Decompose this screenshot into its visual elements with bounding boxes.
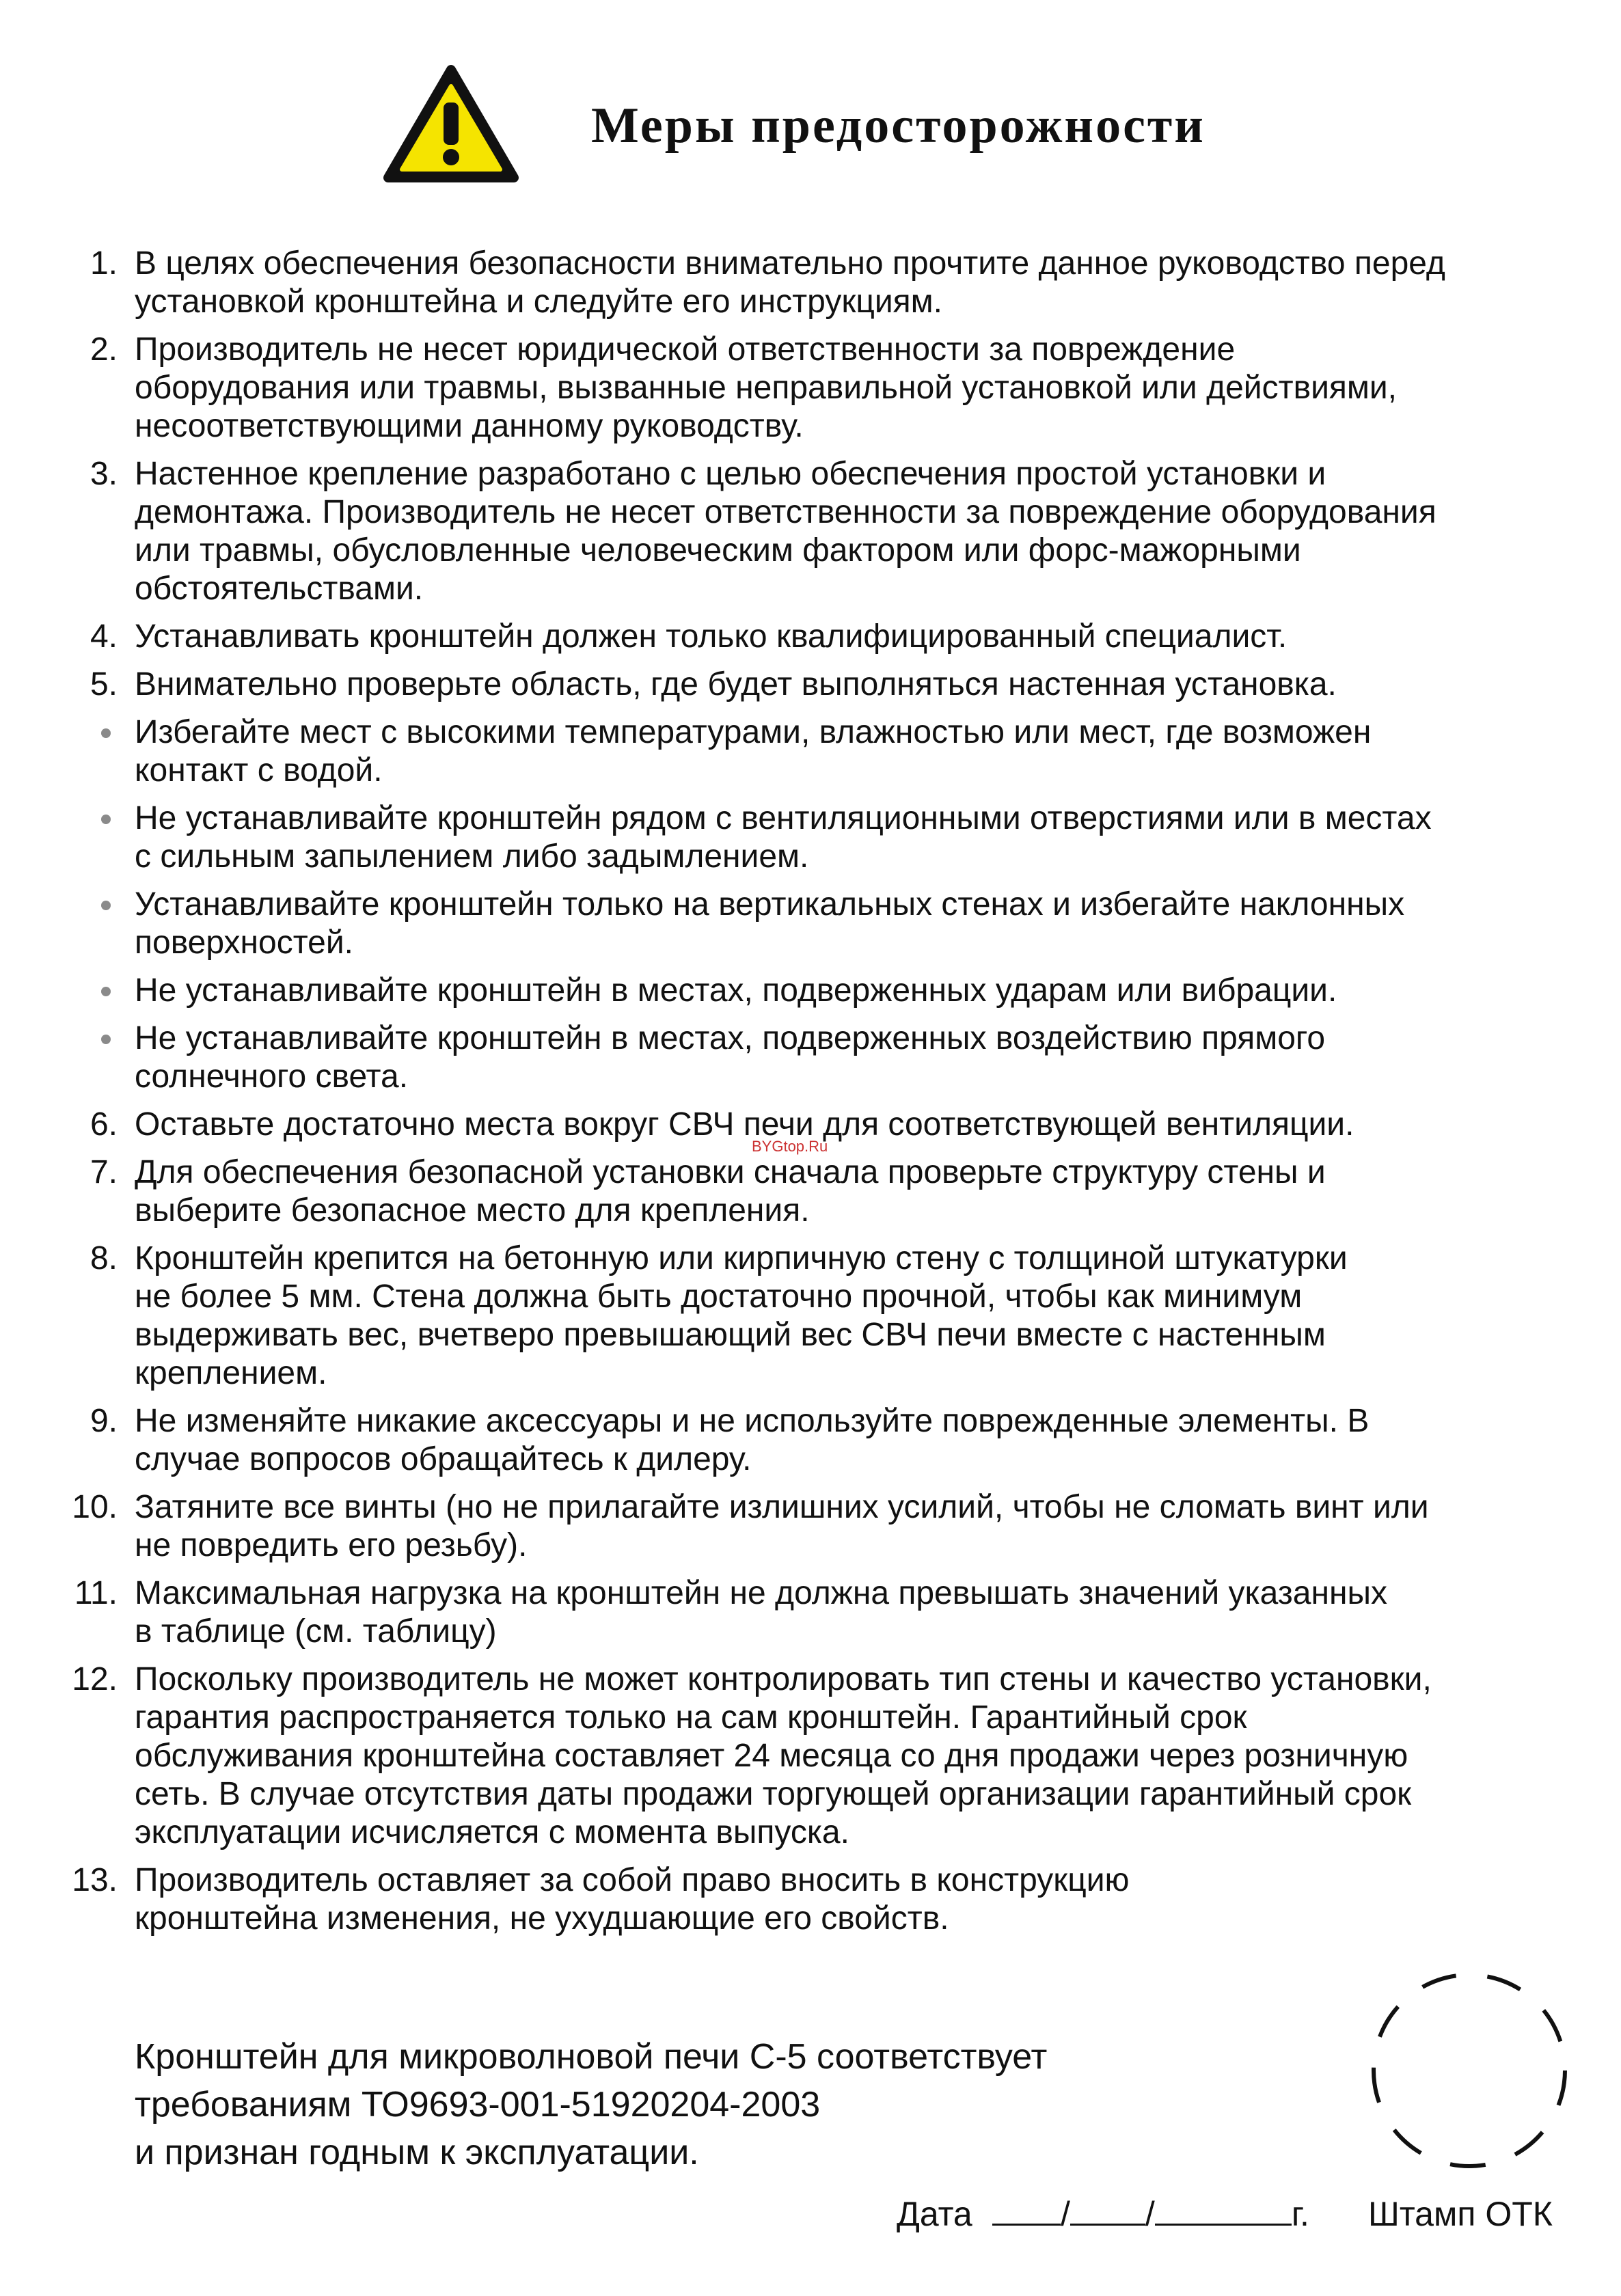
- stamp-placeholder-circle: [1360, 1961, 1579, 2180]
- numbered-item: [68, 1861, 1572, 1938]
- item-number: 7.: [90, 1154, 118, 1190]
- item-number: 12.: [72, 1661, 118, 1697]
- bullet-dot-icon: [101, 1035, 111, 1044]
- header: [383, 63, 1339, 200]
- item-number: 2.: [90, 331, 118, 368]
- item-text: Не изменяйте никакие аксессуары и не используйте поврежденные элементы. В случае вопросов обращайтесь к дилеру.: [135, 1403, 1370, 1477]
- numbered-item: [68, 1153, 1572, 1230]
- item-text: Производитель оставляет за собой право вносить в конструкцию кронштейна изменения, не ухудшающие его свойств.: [135, 1862, 1130, 1937]
- bullet-item: [68, 886, 1572, 962]
- date-separator-2: /: [1145, 2195, 1155, 2233]
- page-title: Меры предосторожности: [591, 98, 1205, 154]
- date-day-blank: [992, 2194, 1061, 2226]
- signature-footer: [897, 2194, 1594, 2248]
- date-fields: [992, 2194, 1309, 2234]
- item-text: Оставьте достаточно места вокруг СВЧ печи для соответствующей вентиляции.: [135, 1106, 1354, 1143]
- date-year-suffix: г.: [1291, 2195, 1309, 2233]
- item-text: Максимальная нагрузка на кронштейн не должна превышать значений указанных в таблице (см. таблицу): [135, 1575, 1387, 1650]
- bullet-item: [68, 1020, 1572, 1096]
- item-text: Поскольку производитель не может контролировать тип стены и качество установки, гарантия распространяется только на сам кронштейн. Гарантийный срок обслуживания кронштейна составляет 24 месяца со дня продажи через розничную сеть. В случае отсутствия даты продажи торгующей организации гарантийный срок эксплуатации исчисляется с момента выпуска.: [135, 1661, 1432, 1850]
- item-text: Избегайте мест с высокими температурами, влажностью или мест, где возможен контакт с водой.: [135, 714, 1372, 789]
- numbered-item: [68, 1660, 1572, 1852]
- item-number: 4.: [90, 618, 118, 655]
- item-text: В целях обеспечения безопасности внимательно прочтите данное руководство перед установкой кронштейна и следуйте его инструкциям.: [135, 245, 1445, 320]
- numbered-item: [68, 1240, 1572, 1393]
- certificate-line-1: Кронштейн для микроволновой печи С-5 соответствует: [135, 2037, 1048, 2077]
- item-text: Устанавливайте кронштейн только на вертикальных стенах и избегайте наклонных поверхностей.: [135, 886, 1405, 961]
- numbered-item: [68, 1402, 1572, 1479]
- item-number: 13.: [72, 1862, 118, 1898]
- certificate-line-3: и признан годным к эксплуатации.: [135, 2133, 699, 2172]
- numbered-item: [68, 1488, 1572, 1565]
- item-text: Затяните все винты (но не прилагайте излишних усилий, чтобы не сломать винт или не повредить его резьбу).: [135, 1489, 1429, 1563]
- date-separator-1: /: [1061, 2195, 1070, 2233]
- numbered-item: [68, 455, 1572, 608]
- item-text: Кронштейн крепится на бетонную или кирпичную стену с толщиной штукатурки не более 5 мм. Стена должна быть достаточно прочной, чтобы как минимум выдерживать вес, вчетверо превышающий вес СВЧ печи вместе с настенным креплением.: [135, 1240, 1348, 1391]
- item-number: 1.: [90, 245, 118, 282]
- item-text: Устанавливать кронштейн должен только квалифицированный специалист.: [135, 618, 1288, 655]
- item-number: 6.: [90, 1106, 118, 1143]
- numbered-item: [68, 666, 1572, 704]
- item-number: 11.: [74, 1575, 118, 1611]
- numbered-item: [68, 331, 1572, 446]
- bullet-item: [68, 972, 1572, 1010]
- item-number: 8.: [90, 1240, 118, 1276]
- item-number: 10.: [72, 1489, 118, 1525]
- certificate-line-2: требованиям ТО9693-001-51920204-2003: [135, 2085, 821, 2124]
- date-label: Дата: [897, 2195, 972, 2233]
- bullet-dot-icon: [101, 901, 111, 910]
- item-text: Настенное крепление разработано с целью обеспечения простой установки и демонтажа. Производитель не несет ответственности за повреждение оборудования или травмы, обусловленные человеческим фактором или форс-мажорными обстоятельствами.: [135, 456, 1436, 607]
- certificate-statement: [135, 2033, 1160, 2176]
- date-year-blank: [1155, 2194, 1292, 2226]
- item-number: 5.: [90, 666, 118, 702]
- bullet-dot-icon: [101, 815, 111, 824]
- bullet-item: [68, 800, 1572, 876]
- precautions-list: [68, 245, 1572, 1948]
- numbered-item: [68, 245, 1572, 321]
- item-text: Производитель не несет юридической ответственности за повреждение оборудования или травмы, вызванные неправильной установкой или действиями, несоответствующими данному руководству.: [135, 331, 1398, 444]
- bullet-item: [68, 713, 1572, 790]
- numbered-item: [68, 618, 1572, 656]
- item-text: Внимательно проверьте область, где будет выполняться настенная установка.: [135, 666, 1337, 702]
- item-number: 3.: [90, 456, 118, 492]
- stamp-label: Штамп ОТК: [1368, 2195, 1553, 2233]
- bullet-dot-icon: [101, 728, 111, 738]
- item-number: 9.: [90, 1403, 118, 1439]
- numbered-item: [68, 1574, 1572, 1651]
- item-text: Не устанавливайте кронштейн в местах, подверженных воздействию прямого солнечного света.: [135, 1020, 1326, 1095]
- bullet-dot-icon: [101, 987, 111, 996]
- item-text: Для обеспечения безопасной установки сначала проверьте структуру стены и выберите безопасное место для крепления.: [135, 1154, 1326, 1229]
- warning-triangle-icon: [383, 63, 519, 186]
- date-month-blank: [1070, 2194, 1145, 2226]
- item-text: Не устанавливайте кронштейн рядом с вентиляционными отверстиями или в местах с сильным запылением либо задымлением.: [135, 800, 1432, 875]
- watermark: BYGtop.Ru: [752, 1138, 828, 1155]
- item-text: Не устанавливайте кронштейн в местах, подверженных ударам или вибрации.: [135, 972, 1337, 1009]
